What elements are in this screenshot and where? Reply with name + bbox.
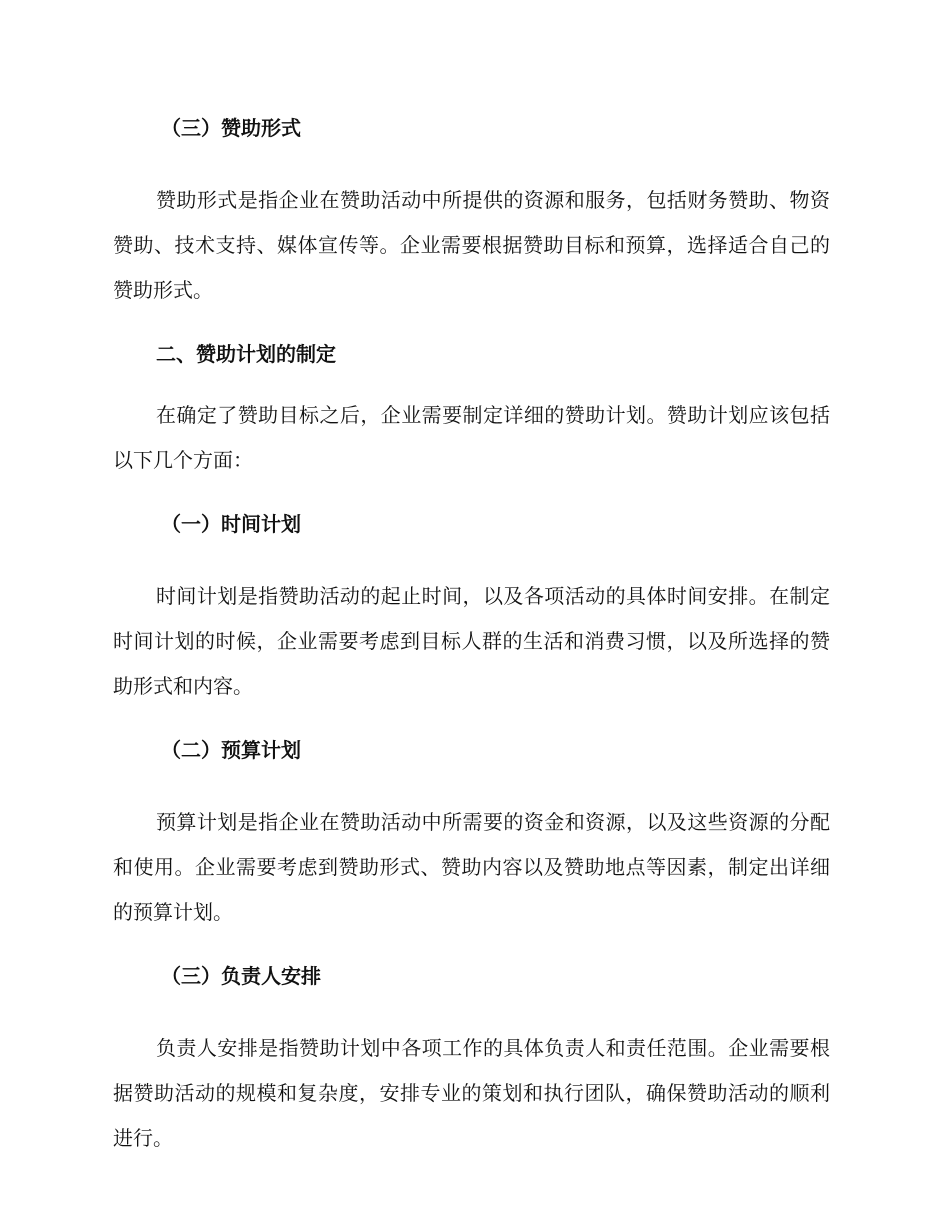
paragraph-responsible-person: 负责人安排是指赞助计划中各项工作的具体负责人和责任范围。企业需要根据赞助活动的规模和复杂度，安排专业的策划和执行团队，确保赞助活动的顺利进行。 [113,1036,830,1150]
section-subheading-budget-plan: （二）预算计划 [161,738,301,762]
paragraph-plan-intro: 在确定了赞助目标之后，企业需要制定详细的赞助计划。赞助计划应该包括以下几个方面： [113,403,830,472]
section-subheading-sponsorship-form: （三）赞助形式 [161,116,301,140]
paragraph-sponsorship-form: 赞助形式是指企业在赞助活动中所提供的资源和服务，包括财务赞助、物资赞助、技术支持、媒体宣传等。企业需要根据赞助目标和预算，选择适合自己的赞助形式。 [113,188,830,302]
section-heading-plan-formulation: 二、赞助计划的制定 [156,342,336,366]
section-subheading-responsible-person: （三）负责人安排 [161,964,321,988]
paragraph-time-plan: 时间计划是指赞助活动的起止时间，以及各项活动的具体时间安排。在制定时间计划的时候，企业需要考虑到目标人群的生活和消费习惯，以及所选择的赞助形式和内容。 [113,584,830,698]
section-subheading-time-plan: （一）时间计划 [161,512,301,536]
paragraph-budget-plan: 预算计划是指企业在赞助活动中所需要的资金和资源，以及这些资源的分配和使用。企业需要考虑到赞助形式、赞助内容以及赞助地点等因素，制定出详细的预算计划。 [113,810,830,924]
